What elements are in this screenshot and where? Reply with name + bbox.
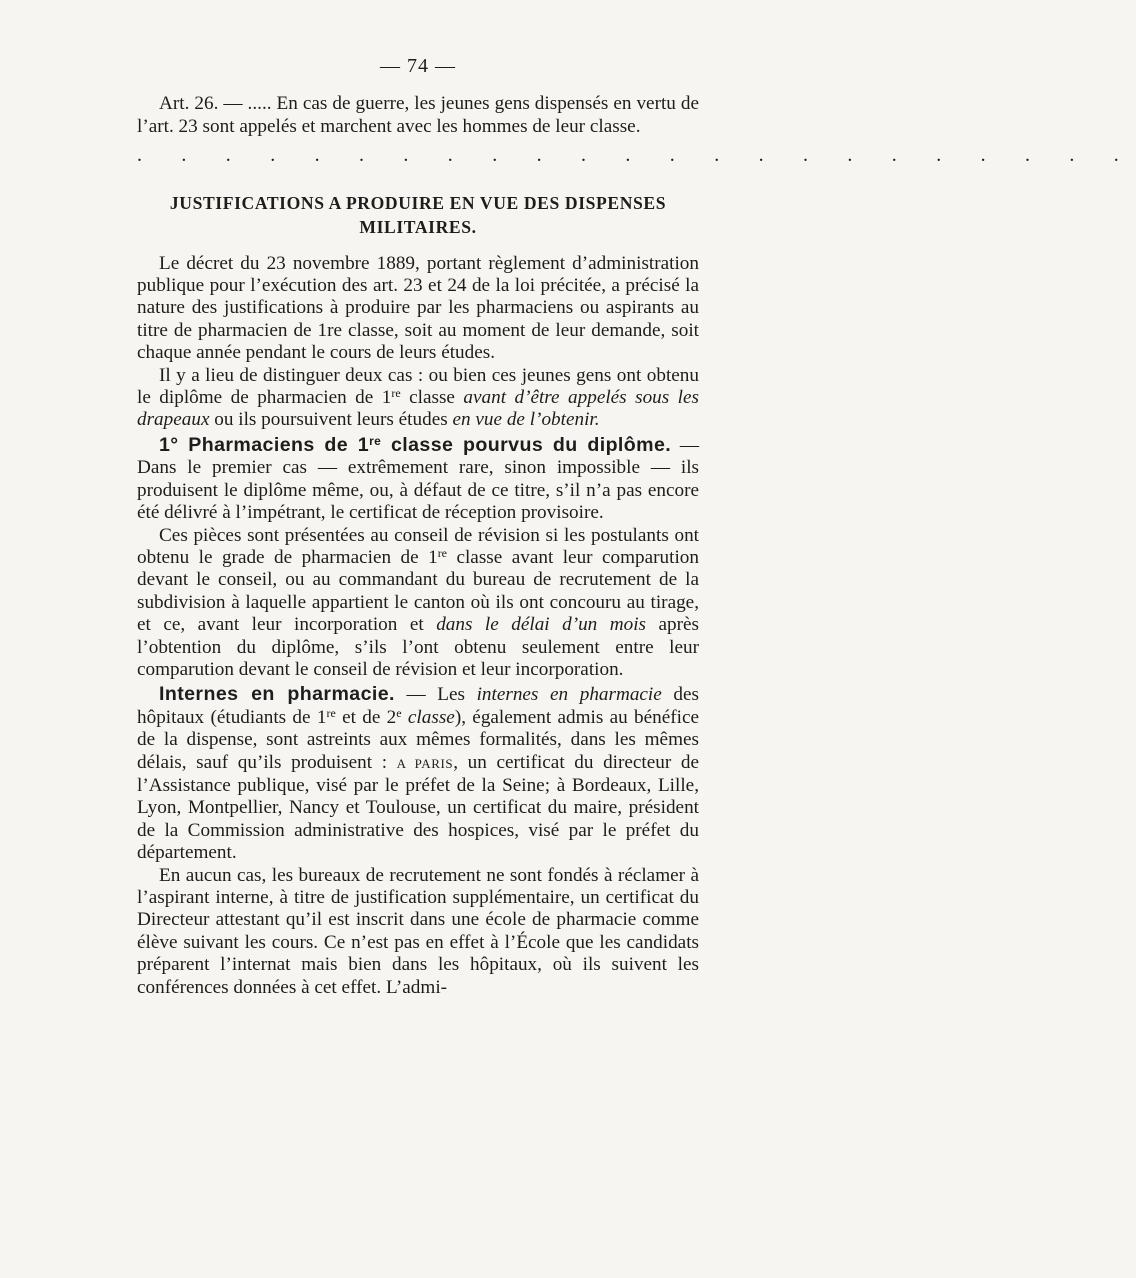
ellipsis-row: . . . . . . . . . . . . . . . . . . . . . . .	[137, 144, 1136, 167]
superscript: re	[391, 386, 401, 401]
text-run: ou ils poursuivent leurs études	[209, 409, 453, 431]
book-page	[137, 55, 1136, 999]
paragraph-decree: Le décret du 23 novembre 1889, portant règlement d’administration publique pour l’exécution des art. 23 et 24 de la loi précitée, a précisé la nature des justifications à produire par les pharmaciens ou aspirants au titre de pharmacien de 1re classe, soit au moment de leur demande, soit chaque année pendant le cours de leurs études.	[137, 252, 699, 364]
text-run: ), également admis au bénéfice de la dispense, sont astreints aux mêmes formalités, dans les mêmes délais, sauf qu’ils produisent :	[137, 706, 699, 773]
italic-run: internes en pharmacie	[476, 684, 662, 706]
small-caps-run: A PARIS	[396, 755, 454, 771]
text-run: — Dans le premier cas — extrêmement rare, sinon impossible — ils produisent le diplôme même, ou, à défaut de ce titre, s’il n’a pas encore été délivré à l’impétrant, le certificat de réception provisoire.	[137, 434, 700, 524]
superscript: re	[326, 705, 336, 720]
paragraph-section-1	[137, 434, 699, 525]
text-run: Ces pièces sont présentées au conseil de révision si les postulants ont obtenu le grade de pharmacien de 1	[137, 524, 699, 568]
paragraph-internes	[137, 683, 699, 864]
paragraph-pieces	[137, 525, 699, 682]
text-run: après l’obtention du diplôme, s’ils l’ont obtenu seulement entre leur comparution devant le conseil de révision et leur incorporation.	[137, 614, 699, 680]
page-number: — 74 —	[380, 55, 456, 77]
article-26-label: Art. 26. — .....	[159, 93, 272, 115]
text-run: des hôpitaux (étudiants de 1	[137, 684, 699, 728]
article-26	[137, 93, 699, 138]
italic-run: dans le délai d’un mois	[436, 614, 647, 636]
superscript: re	[437, 545, 448, 560]
subheading-text: 1° Pharmaciens de 1	[159, 433, 370, 456]
text-run: classe avant leur comparution devant le conseil, ou au commandant du bureau de recrutement de la subdivision à laquelle appartient le canton où ils ont concouru au tirage, et ce, avant leur incorporation et	[137, 546, 699, 636]
paragraph-two-cases	[137, 365, 699, 432]
article-26-text: En cas de guerre, les jeunes gens dispensés en vertu de l’art. 23 sont appelés et marchent avec les hommes de leur classe.	[137, 93, 699, 137]
text-run: — Les	[394, 684, 477, 706]
section-heading: JUSTIFICATIONS A PRODUIRE EN VUE DES DISPENSES MILITAIRES.	[169, 192, 667, 237]
paragraph-en-aucun-cas: En aucun cas, les bureaux de recrutement ne sont fondés à réclamer à l’aspirant interne, à titre de justification supplémentaire, un certificat du Directeur attestant qu’il est inscrit dans une école de pharmacie comme élève suivant les cours. Ce n’est pas en effet à l’École que les candidats préparent l’internat mais bien dans les hôpitaux, où ils suivent les conférences données à cet effet. L’admi-	[137, 864, 699, 998]
text-run: , un certificat du directeur de l’Assistance publique, visé par le préfet de la Seine; à Bordeaux, Lille, Lyon, Montpellier, Nancy et Toulouse, un certificat du maire, président de la Commission administrative des hospices, visé par le préfet du département.	[137, 751, 699, 864]
subheading-pharmaciens	[159, 434, 671, 456]
subheading-text: classe pourvus du diplôme.	[381, 433, 672, 456]
text-run: et de 2	[335, 706, 397, 728]
italic-run: avant d’être appelés sous les drapeaux	[137, 387, 699, 431]
italic-run: classe	[407, 706, 455, 728]
superscript: e	[396, 705, 402, 720]
superscript: re	[369, 433, 382, 448]
text-run: Il y a lieu de distinguer deux cas : ou bien ces jeunes gens ont obtenu le diplôme de pharmacien de 1	[137, 364, 699, 409]
text-run: classe	[400, 387, 464, 409]
italic-run: en vue de l’obtenir.	[452, 409, 600, 431]
subheading-internes: Internes en pharmacie.	[159, 683, 395, 706]
